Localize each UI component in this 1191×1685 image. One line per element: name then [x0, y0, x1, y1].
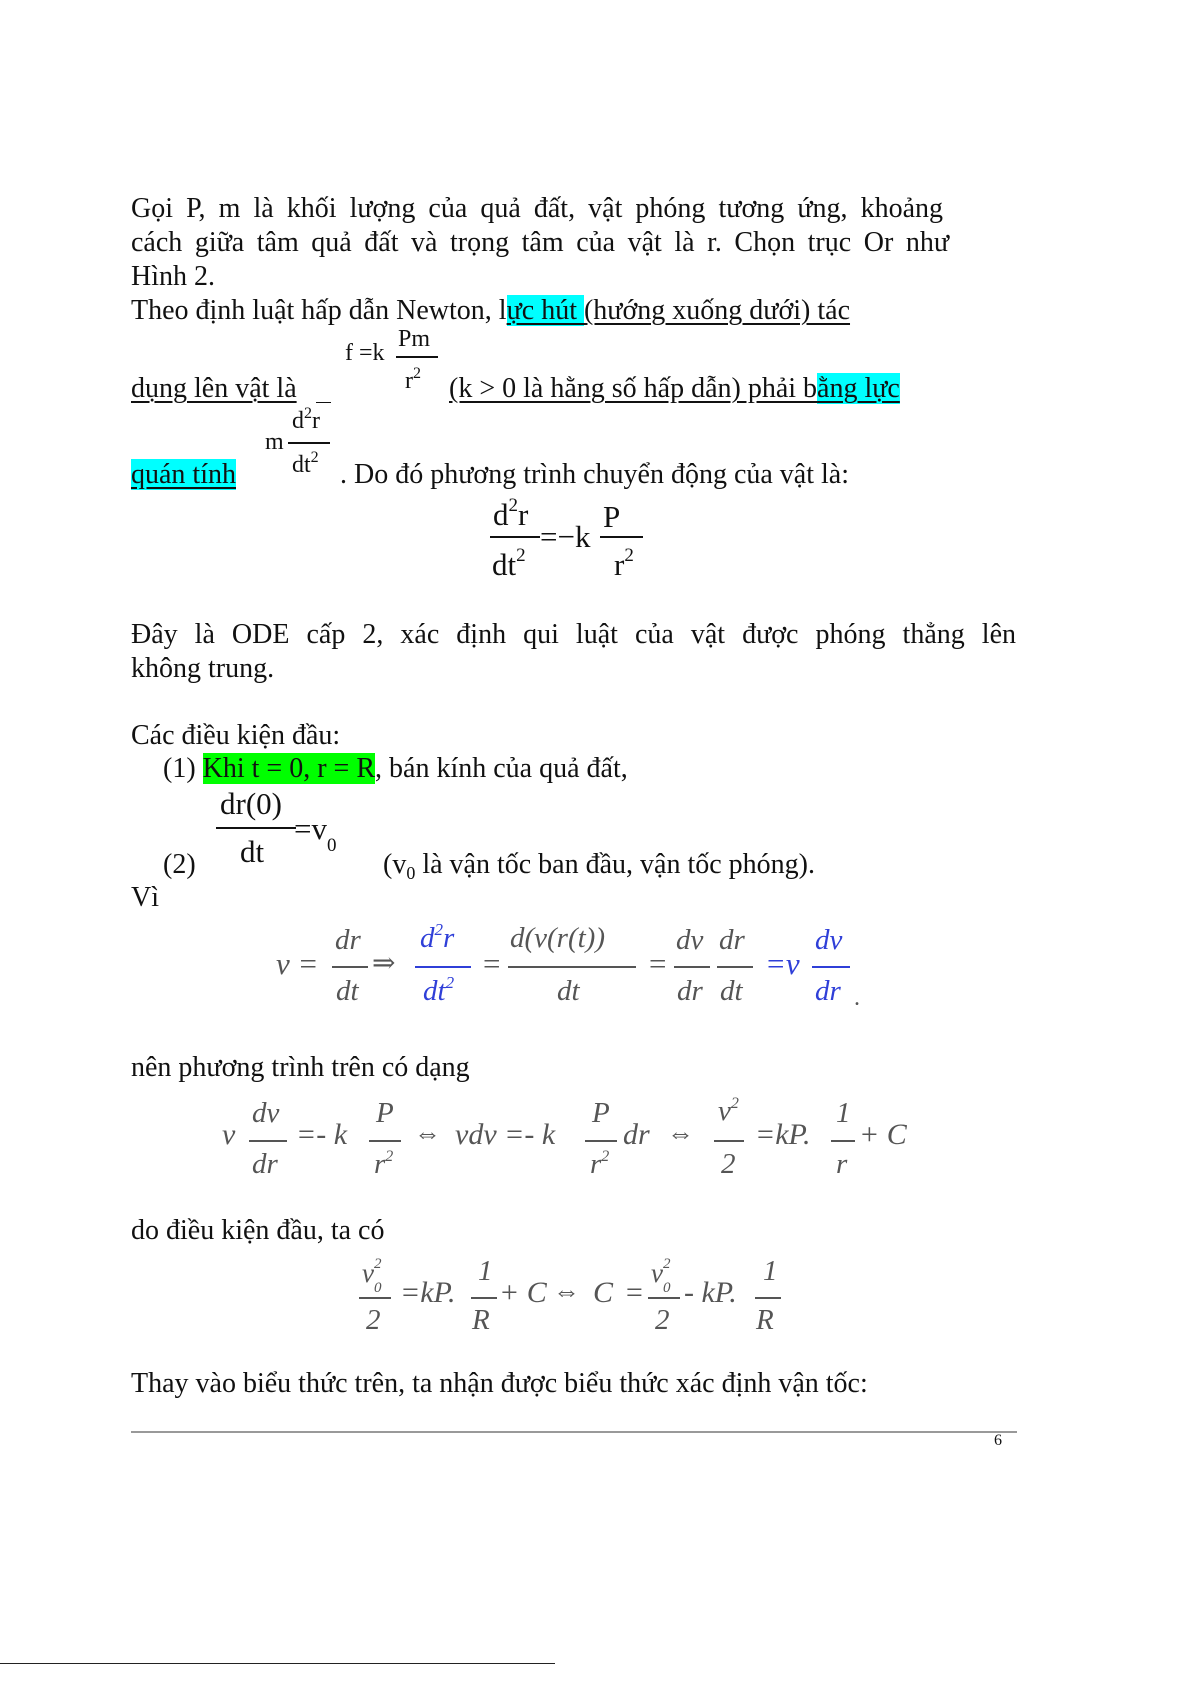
underline-gap	[316, 372, 331, 403]
para2-line1-rest: (hướng xuống dưới) tác	[583, 295, 851, 326]
condition-1-rest: , bán kính của quả đất,	[375, 753, 628, 784]
init-bar1	[359, 1297, 391, 1299]
eq-inertia-m: m	[265, 429, 284, 455]
eq-f-den-exp: 2	[413, 365, 421, 382]
condition-1-label: (1)	[163, 753, 203, 784]
eq-inertia-num-d: d	[292, 408, 304, 434]
form-v2-base: v	[718, 1095, 731, 1127]
chain-eq1: =	[297, 946, 319, 981]
eq-motion-rden	[614, 547, 634, 583]
init-C: C	[593, 1276, 614, 1309]
eq-motion-bar-left	[490, 536, 540, 538]
form-dr: dr	[252, 1148, 278, 1180]
condition-1	[163, 752, 628, 786]
page-number: 6	[994, 1432, 1002, 1449]
para3-line1: Đây là ODE cấp 2, xác định qui luật của vật được phóng thẳng lên	[131, 619, 1016, 650]
init-two2: 2	[655, 1304, 670, 1336]
chain-bar6	[812, 966, 850, 968]
eq-motion-num-r: r	[518, 497, 529, 532]
form-r2-base: r	[374, 1148, 386, 1180]
form-r2b-base: r	[590, 1148, 602, 1180]
para2-line1-text: Theo định luật hấp dẫn Newton, l	[131, 295, 507, 326]
init-v0	[362, 1256, 386, 1296]
eq-motion-num-d: d	[493, 497, 509, 532]
init-v0b	[651, 1256, 675, 1296]
para2-line2-start: dụng lên vật là	[131, 373, 297, 404]
para2-line3-hl	[131, 458, 236, 492]
cond2-note-b: là vận tốc ban đầu, vận tốc phóng).	[415, 849, 815, 880]
chain-dr4: dr	[815, 975, 841, 1007]
footer-rule	[131, 1431, 1017, 1433]
form-r2-exp: 2	[385, 1148, 394, 1165]
eq-inertia-bar	[288, 442, 330, 444]
init-iff: ⇔	[553, 1276, 580, 1306]
chain-bar1	[332, 966, 368, 968]
init-v0-sub: 0	[373, 1280, 382, 1296]
init-bar2	[471, 1297, 497, 1299]
chain-bar5	[717, 966, 753, 968]
form-bar3	[585, 1140, 617, 1142]
form-r: r	[836, 1148, 848, 1180]
cond2-num: dr(0)	[220, 786, 282, 821]
form-dv: dv	[252, 1097, 280, 1129]
chain-eq3: =	[647, 946, 668, 981]
form-iff2: ⇔	[667, 1118, 694, 1148]
eq-motion-num	[493, 497, 528, 533]
cond2-bar	[216, 827, 296, 829]
chain-dt2-exp: 2	[445, 973, 455, 992]
para2-line2-text: (k > 0 là hằng số hấp dẫn) phải b	[449, 373, 818, 404]
form-P2: P	[592, 1097, 610, 1129]
chain-v	[276, 946, 318, 982]
eq-f-num: Pm	[398, 326, 431, 352]
conditions-heading: Các điều kiện đầu:	[131, 720, 341, 751]
eq-motion-den-base: dt	[492, 547, 517, 582]
init-one2: 1	[763, 1255, 778, 1287]
init-one: 1	[478, 1255, 493, 1287]
eq-motion-den	[492, 547, 526, 583]
chain-bar3	[508, 966, 636, 968]
chain-dt: dt	[336, 975, 359, 1007]
form-plusC: + C	[859, 1118, 907, 1151]
chain-dr3: dr	[719, 924, 745, 956]
eq-motion-bar-right	[600, 536, 643, 538]
init-v0b-base: v	[651, 1258, 663, 1288]
condition-2-note	[383, 848, 815, 884]
cond2-eq-v: =v	[294, 811, 327, 846]
eq-f-lhs: f =k	[345, 340, 385, 366]
cond2-note-sub: 0	[406, 863, 416, 883]
form-vdv: vdv =- k	[455, 1118, 556, 1151]
chain-bar2	[415, 966, 471, 968]
chain-vdv: =v	[765, 946, 800, 981]
highlight-luc-hut: ực hút	[506, 295, 584, 326]
init-minus: - kP.	[684, 1276, 737, 1309]
para2-line2-rest	[449, 372, 900, 406]
chain-eq2: =	[481, 946, 502, 981]
eq-inertia-den-base: dt	[292, 452, 311, 478]
form-iff1: ⇔	[414, 1118, 441, 1148]
init-v0-base: v	[362, 1258, 374, 1288]
init-v0b-sub: 0	[662, 1280, 671, 1296]
highlight-bang-luc: ằng lực	[817, 373, 900, 404]
eq-inertia-num	[292, 405, 320, 435]
eq-inertia-num-exp: 2	[304, 405, 312, 422]
init-R2: R	[756, 1304, 774, 1336]
form-r2b	[590, 1148, 609, 1181]
init-bar4	[755, 1297, 781, 1299]
init-bar3	[648, 1297, 680, 1299]
form-v2	[718, 1095, 739, 1128]
chain-dot: .	[854, 985, 860, 1011]
word-vi: Vì	[131, 882, 159, 913]
init-eq: =	[624, 1276, 645, 1309]
chain-dt2-base: dt	[423, 975, 446, 1007]
cond2-eq	[294, 811, 337, 856]
chain-dv-num: d(v(r(t))	[510, 922, 606, 954]
form-r2	[374, 1148, 393, 1181]
bottom-edge-line	[0, 1663, 555, 1664]
cond2-eq-sub: 0	[326, 835, 337, 856]
condition-2-label: (2)	[163, 849, 196, 880]
form-drr: dr	[623, 1118, 650, 1151]
chain-d2r-r: r	[443, 922, 455, 954]
cond2-note-a: (v	[383, 849, 407, 880]
eq-motion-rnum: P	[603, 499, 621, 534]
para1-line1: Gọi P, m là khối lượng của quả đất, vật phóng tương ứng, khoảng	[131, 193, 943, 224]
eq-motion-rden-exp: 2	[624, 545, 634, 566]
form-v2-exp: 2	[730, 1095, 739, 1112]
form-v: v	[222, 1118, 236, 1151]
form-P: P	[376, 1097, 394, 1129]
chain-implies: ⇒	[372, 948, 396, 979]
chain-d2r	[420, 922, 454, 955]
form-bar5	[831, 1140, 855, 1142]
init-kp: =kP.	[400, 1276, 456, 1309]
para3-line2: không trung.	[131, 653, 275, 684]
eq-motion-num-exp: 2	[508, 495, 518, 516]
chain-v-sym: v	[276, 946, 290, 981]
form-one: 1	[836, 1097, 851, 1129]
form-half: 2	[721, 1148, 736, 1180]
chain-d2r-exp: 2	[434, 920, 443, 939]
eq-inertia-num-r: r	[312, 408, 320, 434]
chain-dt2	[423, 975, 454, 1008]
init-v0b-exp: 2	[662, 1256, 671, 1272]
init-R: R	[472, 1304, 490, 1336]
form-r2b-exp: 2	[601, 1148, 610, 1165]
para1-line3: Hình 2.	[131, 261, 215, 292]
init-two: 2	[366, 1304, 381, 1336]
highlight-quan-tinh: quán tính	[131, 459, 236, 490]
init-plusC: + C	[499, 1276, 547, 1309]
eq-inertia-den	[292, 449, 319, 479]
chain-dv: dv	[676, 924, 704, 956]
eq-inertia-den-exp: 2	[310, 449, 319, 466]
line-final: Thay vào biểu thức trên, ta nhận được biểu thức xác định vận tốc:	[131, 1368, 868, 1399]
form-bar1	[249, 1140, 287, 1142]
form-bar4	[714, 1140, 744, 1142]
chain-dv2: dv	[815, 924, 843, 956]
eq-f-bar	[396, 356, 438, 358]
form-mk: =- k	[296, 1118, 348, 1151]
form-kp: =kP.	[755, 1118, 811, 1151]
chain-bar4	[674, 966, 710, 968]
chain-dv-den: dt	[557, 975, 580, 1007]
para2-line1	[131, 294, 1004, 328]
form-bar2	[369, 1140, 401, 1142]
init-v0-exp: 2	[373, 1256, 382, 1272]
eq-motion-den-exp: 2	[516, 545, 526, 566]
eq-f-den-base: r	[405, 368, 413, 394]
eq-f-den	[405, 365, 421, 395]
chain-dr2: dr	[677, 975, 703, 1007]
line-init: do điều kiện đầu, ta có	[131, 1215, 385, 1246]
chain-d2r-d: d	[420, 922, 435, 954]
para1-line2: cách giữa tâm quả đất và trọng tâm của vật là r. Chọn trục Or như	[131, 227, 949, 258]
highlight-khi-t: Khi t = 0, r = R	[202, 753, 376, 784]
cond2-den: dt	[240, 834, 265, 869]
chain-dt3: dt	[720, 975, 743, 1007]
para2-line3-rest: . Do đó phương trình chuyển động của vật là:	[340, 459, 849, 490]
line-form: nên phương trình trên có dạng	[131, 1052, 470, 1083]
chain-dr: dr	[335, 924, 361, 956]
eq-motion-mid: =−k	[540, 519, 591, 554]
eq-motion-rden-base: r	[614, 547, 625, 582]
